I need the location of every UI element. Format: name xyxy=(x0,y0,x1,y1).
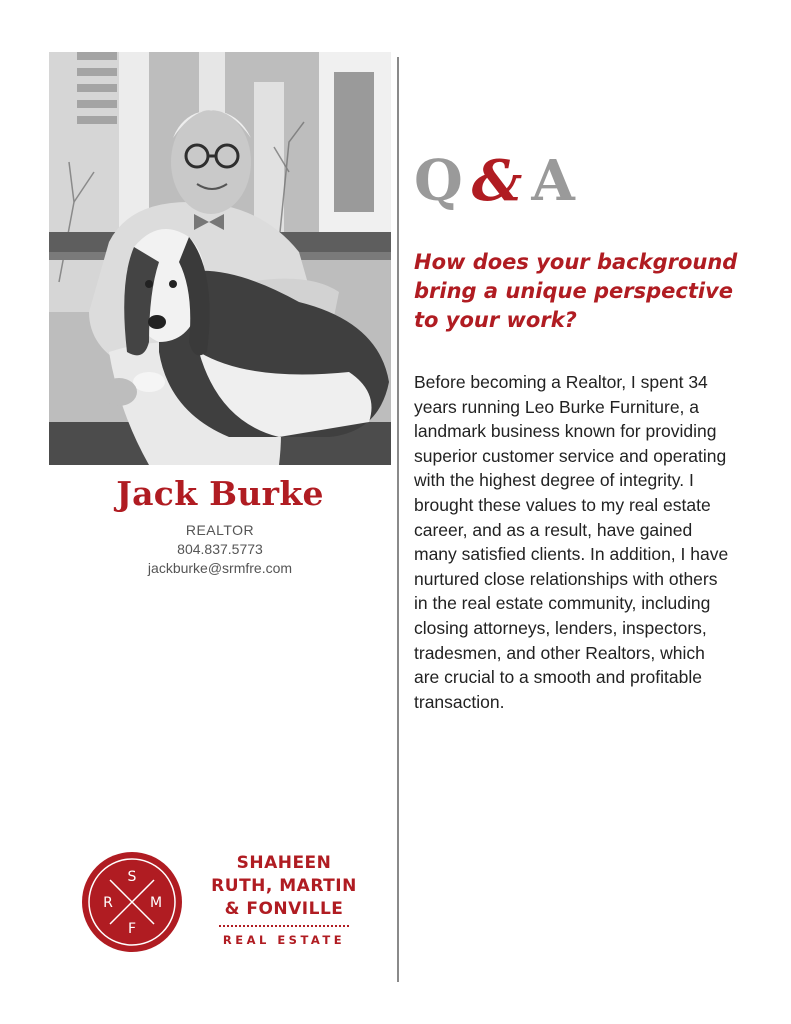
question-text: How does your background bring a unique perspective to your work? xyxy=(414,250,738,332)
seal-letter-f: F xyxy=(127,921,137,937)
qa-heading xyxy=(414,148,576,214)
seal-letter-r: R xyxy=(103,895,113,911)
brand-tagline: REAL ESTATE xyxy=(222,933,346,947)
brand-line-1: SHAHEEN xyxy=(236,853,332,873)
agent-name: Jack Burke xyxy=(116,474,324,513)
brand-line-2: RUTH, MARTIN xyxy=(211,876,357,896)
company-logo xyxy=(80,850,380,960)
profile-photo xyxy=(49,52,391,465)
brand-wordmark xyxy=(204,852,364,947)
brand-dotted-rule xyxy=(219,925,349,927)
brand-line-3: & FONVILLE xyxy=(224,899,344,919)
seal-letter-m: M xyxy=(149,895,163,911)
agent-email[interactable]: jackburke@srmfre.com xyxy=(147,560,293,576)
profile-block xyxy=(49,472,391,576)
vertical-divider xyxy=(397,57,399,982)
qa-heading-a: A xyxy=(531,148,576,214)
agent-title: REALTOR xyxy=(185,522,255,538)
srmf-seal-icon xyxy=(80,850,184,954)
qa-heading-ampersand: & xyxy=(471,148,524,214)
answer-text: Before becoming a Realtor, I spent 34 years running Leo Burke Furniture, a landmark business known for providing superior customer service and operating with the highest degree of integrity. I brought these values to my real estate career, and as a result, have gained many satisfied clients. In addition, I have nurtured close relationships with others in the real estate community, including closing attorneys, lenders, inspectors, tradesmen, and other Realtors, which are crucial to a smooth and profitable transaction. xyxy=(414,372,729,712)
seal-letter-s: S xyxy=(127,869,137,885)
qa-heading-q: Q xyxy=(414,148,464,214)
agent-phone[interactable]: 804.837.5773 xyxy=(177,541,263,557)
